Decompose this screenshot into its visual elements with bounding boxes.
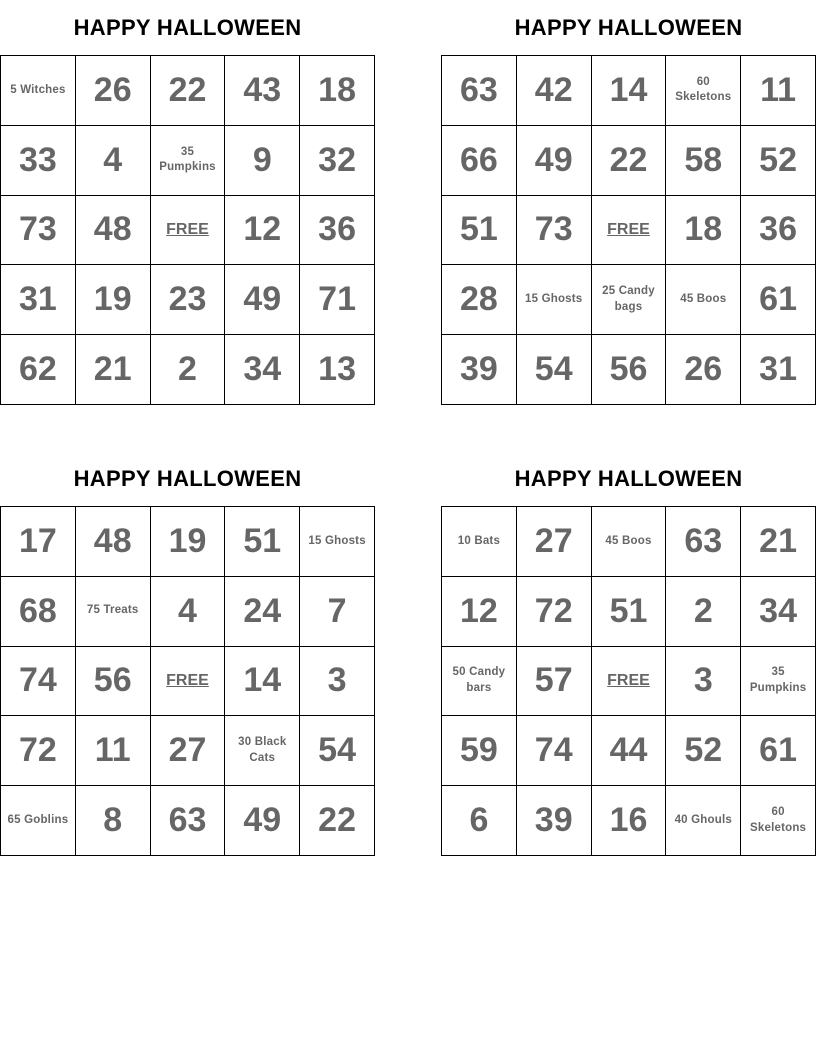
bingo-cell: 36 — [741, 196, 816, 266]
bingo-cell: 14 — [225, 647, 300, 717]
bingo-cell: 19 — [151, 507, 226, 577]
bingo-cell: 27 — [517, 507, 592, 577]
bingo-cell: FREE — [592, 196, 667, 266]
bingo-cell: 60 Skeletons — [741, 786, 816, 856]
bingo-cell: 14 — [592, 56, 667, 126]
bingo-cell: 65 Goblins — [1, 786, 76, 856]
card-title: HAPPY HALLOWEEN — [73, 466, 302, 491]
bingo-cell: 33 — [1, 126, 76, 196]
bingo-cell: 45 Boos — [666, 265, 741, 335]
bingo-cell: 48 — [76, 196, 151, 266]
bingo-cell: 12 — [442, 577, 517, 647]
bingo-cell: 51 — [225, 507, 300, 577]
card-title: HAPPY HALLOWEEN — [514, 15, 743, 40]
bingo-cell: 28 — [442, 265, 517, 335]
bingo-cell: 52 — [741, 126, 816, 196]
bingo-cell: 22 — [592, 126, 667, 196]
bingo-cell: 54 — [300, 716, 375, 786]
bingo-cell: 18 — [300, 56, 375, 126]
bingo-cell: 10 Bats — [442, 507, 517, 577]
bingo-cell: 40 Ghouls — [666, 786, 741, 856]
bingo-cell: 35 Pumpkins — [741, 647, 816, 717]
bingo-cell: 44 — [592, 716, 667, 786]
bingo-cell: 48 — [76, 507, 151, 577]
bingo-cell: 3 — [300, 647, 375, 717]
bingo-cell: 43 — [225, 56, 300, 126]
bingo-cell: 2 — [666, 577, 741, 647]
bingo-cell: 45 Boos — [592, 507, 667, 577]
bingo-cell: 8 — [76, 786, 151, 856]
bingo-cell: 49 — [225, 265, 300, 335]
bingo-cell: 7 — [300, 577, 375, 647]
bingo-grid — [441, 506, 816, 856]
bingo-cell: 6 — [442, 786, 517, 856]
bingo-cell: 61 — [741, 265, 816, 335]
bingo-cell: 22 — [151, 56, 226, 126]
card-title: HAPPY HALLOWEEN — [73, 15, 302, 40]
bingo-cell: 3 — [666, 647, 741, 717]
bingo-cell: 61 — [741, 716, 816, 786]
bingo-grid — [0, 506, 375, 856]
bingo-cell: 9 — [225, 126, 300, 196]
bingo-cell: 60 Skeletons — [666, 56, 741, 126]
bingo-cell: 72 — [1, 716, 76, 786]
bingo-cell: 13 — [300, 335, 375, 405]
bingo-cell: 68 — [1, 577, 76, 647]
bingo-cell: 49 — [517, 126, 592, 196]
bingo-cell: 2 — [151, 335, 226, 405]
bingo-cell: 21 — [76, 335, 151, 405]
bingo-cell: 63 — [151, 786, 226, 856]
bingo-cell: 39 — [442, 335, 517, 405]
bingo-cell: 49 — [225, 786, 300, 856]
bingo-cell: 34 — [741, 577, 816, 647]
bingo-cell: 71 — [300, 265, 375, 335]
bingo-cell: 75 Treats — [76, 577, 151, 647]
bingo-cell: 32 — [300, 126, 375, 196]
bingo-cell: 24 — [225, 577, 300, 647]
bingo-cell: 31 — [1, 265, 76, 335]
bingo-cell: 59 — [442, 716, 517, 786]
bingo-cell: 74 — [517, 716, 592, 786]
bingo-cell: 51 — [442, 196, 517, 266]
card-title: HAPPY HALLOWEEN — [514, 466, 743, 491]
bingo-cell: 56 — [592, 335, 667, 405]
bingo-cell: FREE — [151, 196, 226, 266]
bingo-cell: 72 — [517, 577, 592, 647]
bingo-cell: 66 — [442, 126, 517, 196]
bingo-cell: 63 — [666, 507, 741, 577]
bingo-cell: 25 Candy bags — [592, 265, 667, 335]
bingo-cell: 22 — [300, 786, 375, 856]
bingo-cell: 12 — [225, 196, 300, 266]
bingo-cell: 21 — [741, 507, 816, 577]
bingo-cell: 54 — [517, 335, 592, 405]
bingo-cell: 52 — [666, 716, 741, 786]
bingo-cell: 73 — [1, 196, 76, 266]
bingo-grid — [0, 55, 375, 405]
bingo-cell: 5 Witches — [1, 56, 76, 126]
bingo-grid — [441, 55, 816, 405]
bingo-cell: 63 — [442, 56, 517, 126]
bingo-cell: 26 — [76, 56, 151, 126]
bingo-cell: FREE — [151, 647, 226, 717]
bingo-cell: 42 — [517, 56, 592, 126]
bingo-cell: 30 Black Cats — [225, 716, 300, 786]
bingo-cell: 15 Ghosts — [517, 265, 592, 335]
bingo-cell: 39 — [517, 786, 592, 856]
bingo-cell: 18 — [666, 196, 741, 266]
bingo-cell: 58 — [666, 126, 741, 196]
bingo-cell: 35 Pumpkins — [151, 126, 226, 196]
bingo-cell: 57 — [517, 647, 592, 717]
bingo-cell: 17 — [1, 507, 76, 577]
bingo-cell: 56 — [76, 647, 151, 717]
bingo-cell: 51 — [592, 577, 667, 647]
bingo-cell: 4 — [151, 577, 226, 647]
bingo-cell: 11 — [76, 716, 151, 786]
bingo-cell: 4 — [76, 126, 151, 196]
bingo-cell: 15 Ghosts — [300, 507, 375, 577]
bingo-cell: 34 — [225, 335, 300, 405]
bingo-cell: 36 — [300, 196, 375, 266]
bingo-cell: 74 — [1, 647, 76, 717]
bingo-cell: 11 — [741, 56, 816, 126]
bingo-cell: 16 — [592, 786, 667, 856]
bingo-cell: 19 — [76, 265, 151, 335]
bingo-cell: 50 Candy bars — [442, 647, 517, 717]
bingo-cell: FREE — [592, 647, 667, 717]
bingo-cell: 73 — [517, 196, 592, 266]
bingo-cell: 62 — [1, 335, 76, 405]
bingo-cell: 31 — [741, 335, 816, 405]
bingo-cell: 26 — [666, 335, 741, 405]
bingo-cell: 23 — [151, 265, 226, 335]
bingo-cell: 27 — [151, 716, 226, 786]
